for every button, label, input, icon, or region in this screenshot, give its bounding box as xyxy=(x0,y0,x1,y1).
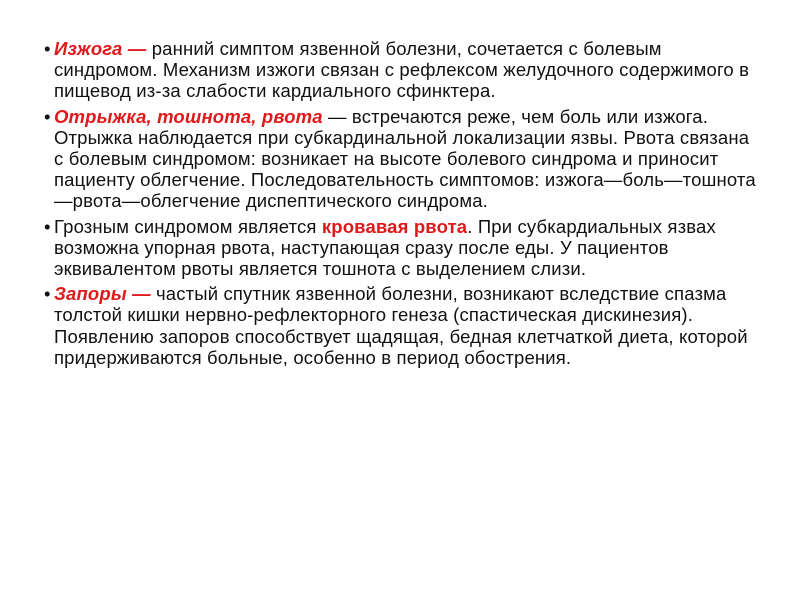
constipation-text: частый спутник язвенной болезни, возникают вследствие спазма толстой кишки нервно-рефлекторного генеза (спастическая дискинезия). Появлению запоров способствует щадящая, бедная клетчаткой диета, которой придерживаются больные, особенно в период обострения. xyxy=(54,283,748,368)
bloody-vomiting-text-after: . При субкардиальных язвах возможна упорная рвота, наступающая сразу после еды. У пациентов эквивалентом рвоты является тошнота с выделением слизи. xyxy=(54,215,716,280)
bullet-marker: • xyxy=(44,283,51,305)
bullet-bloody-vomiting xyxy=(44,216,760,280)
belching-nausea-vomiting-text: — встречаются реже, чем боль или изжога. Отрыжка наблюдается при субкардинальной локализации язвы. Рвота связана с болевым синдромом: возникает на высоте болевого синдрома и приносит пациенту облегчение. Последовательность симптомов: изжога—боль—тошнота—рвота—облегчение диспептического синдрома. xyxy=(54,105,756,212)
bullet-marker: • xyxy=(44,38,51,59)
term-constipation: Запоры xyxy=(54,283,127,305)
term-heartburn: Изжога xyxy=(54,38,123,59)
bloody-vomiting-text-before: Грозным синдромом является xyxy=(54,215,322,237)
term-bloody-vomiting: кровавая рвота xyxy=(321,215,468,237)
bullet-belching-nausea-vomiting xyxy=(44,106,760,212)
term-dash: — xyxy=(122,38,152,59)
bullet-list xyxy=(44,38,760,372)
term-belching-nausea-vomiting: Отрыжка, тошнота, рвота xyxy=(54,105,323,127)
term-dash: — xyxy=(126,283,157,305)
bullet-marker: • xyxy=(44,105,51,127)
bullet-heartburn xyxy=(44,38,760,102)
bullet-marker: • xyxy=(44,215,51,237)
bullet-constipation xyxy=(44,283,760,368)
heartburn-text: ранний симптом язвенной болезни, сочетается с болевым синдромом. Механизм изжоги связан с рефлексом желудочного содержимого в пищевод из-за слабости кардиального сфинктера. xyxy=(54,38,750,102)
